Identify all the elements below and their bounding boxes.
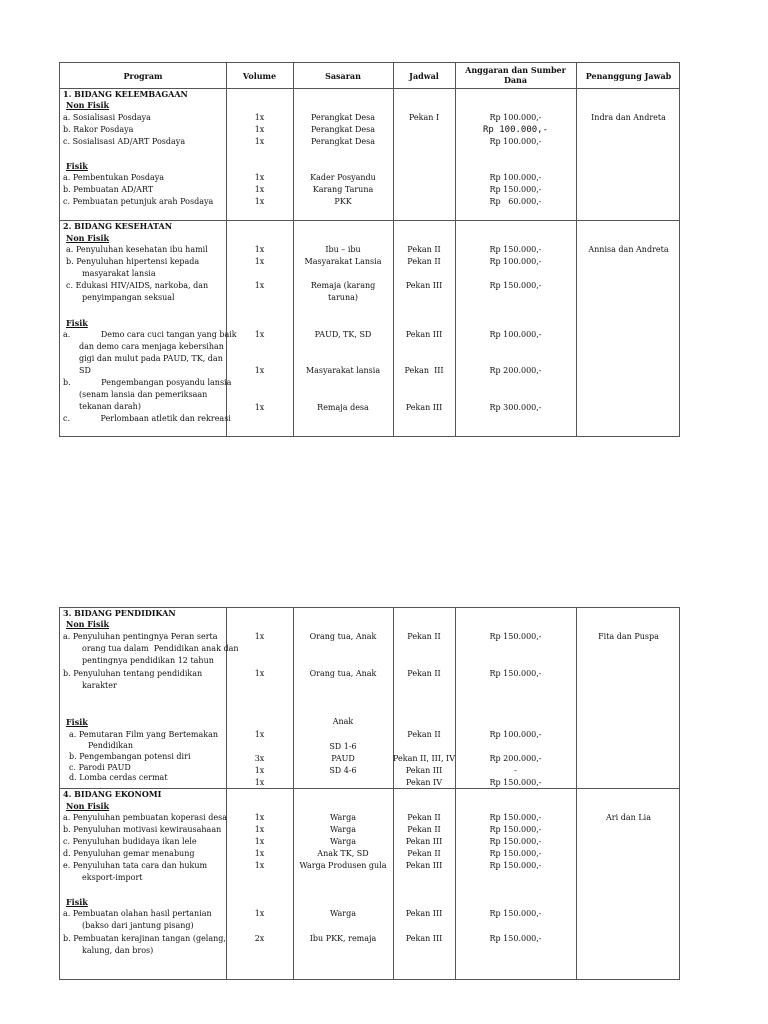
jadwal-value: Pekan III: [405, 403, 443, 412]
volume-value: 3x: [254, 754, 265, 763]
jadwal-value: Pekan II: [407, 825, 441, 834]
jadwal-value: Pekan III: [404, 366, 444, 375]
penanggung-jawab-value: Fita dan Puspa: [598, 632, 659, 641]
volume-value: 1x: [254, 849, 265, 858]
sasaran-value: Anak TK, SD: [317, 849, 369, 858]
program-item: a. Sosialisasi Posdaya: [63, 113, 151, 122]
anggaran-value: Rp 100.000,-: [489, 173, 542, 182]
subsection-fisik: Fisik: [66, 318, 88, 328]
volume-value: 1x: [254, 125, 265, 134]
jadwal-value: Pekan III: [405, 934, 443, 943]
volume-value: 1x: [254, 257, 265, 266]
program-item-cont: penyimpangan seksual: [82, 293, 175, 302]
sasaran-value: Masyarakat lansia: [305, 366, 381, 375]
sasaran-value: Warga: [329, 837, 356, 846]
program-item: c. Perlombaan atletik dan rekreasi: [63, 414, 231, 423]
program-item: b. Pembuatan AD/ART: [63, 185, 154, 194]
anggaran-value: Rp 150.000,-: [489, 909, 542, 918]
header-jadwal: Jadwal: [409, 71, 439, 81]
sasaran-value: PAUD: [331, 754, 355, 763]
anggaran-value: Rp 150.000,-: [489, 632, 542, 641]
sasaran-value: Warga Produsen gula: [299, 861, 387, 870]
sasaran-value: Kader Posyandu: [310, 173, 376, 182]
jadwal-value: Pekan II: [407, 730, 441, 739]
anggaran-value: -: [514, 766, 517, 775]
anggaran-value: Rp 150.000,-: [489, 281, 542, 290]
sasaran-value: Anak: [332, 717, 354, 726]
program-item: e. Penyuluhan tata cara dan hukum: [63, 861, 208, 870]
program-item: c. Pembuatan petunjuk arah Posdaya: [63, 197, 214, 206]
program-item: d. Lomba cerdas cermat: [69, 773, 168, 782]
header-anggaran-line2: Dana: [503, 75, 528, 85]
volume-value: 1x: [254, 632, 265, 641]
anggaran-value: Rp 150.000,-: [489, 934, 542, 943]
sasaran-value: Ibu – ibu: [325, 245, 361, 254]
program-item-cont: (bakso dari jantung pisang): [82, 921, 194, 930]
anggaran-value: Rp 200.000,-: [489, 366, 542, 375]
volume-value: 1x: [254, 669, 265, 678]
program-item: b. Penyuluhan tentang pendidikan: [63, 669, 203, 678]
jadwal-value: Pekan III: [405, 281, 443, 290]
volume-value: 1x: [254, 366, 265, 375]
anggaran-value: Rp 150.000,-: [489, 185, 542, 194]
anggaran-value: Rp 150.000,-: [489, 837, 542, 846]
volume-value: 1x: [254, 403, 265, 412]
sasaran-value: Remaja desa: [317, 403, 369, 412]
subsection-non-fisik: Non Fisik: [66, 801, 110, 811]
program-item: a. Penyuluhan pembuatan koperasi desa: [63, 813, 227, 822]
sasaran-value: PKK: [334, 197, 352, 206]
jadwal-value: Pekan II: [407, 245, 441, 254]
anggaran-value: Rp 150.000,-: [489, 825, 542, 834]
sasaran-value: Warga: [329, 825, 356, 834]
sasaran-value: PAUD, TK, SD: [314, 330, 372, 339]
sasaran-value: SD 4-6: [329, 766, 357, 775]
program-item: d. Penyuluhan gemar menabung: [63, 849, 195, 858]
volume-value: 1x: [254, 778, 265, 787]
subsection-fisik: Fisik: [66, 897, 88, 907]
header-penanggung-jawab: Penanggung Jawab: [585, 71, 672, 81]
sasaran-value: SD 1-6: [329, 742, 357, 751]
program-item: c. Parodi PAUD: [69, 763, 131, 772]
volume-value: 1x: [254, 813, 265, 822]
volume-value: 1x: [254, 245, 265, 254]
program-item: a. Pemutaran Film yang Bertemakan: [69, 730, 219, 739]
jadwal-value: Pekan II: [407, 669, 441, 678]
anggaran-value: Rp 300.000,-: [489, 403, 542, 412]
sasaran-value: Orang tua, Anak: [309, 632, 377, 641]
jadwal-value: Pekan II: [407, 849, 441, 858]
anggaran-value: Rp 150.000,-: [489, 813, 542, 822]
section-title-kesehatan: 2. BIDANG KESEHATAN: [63, 221, 173, 231]
penanggung-jawab-value: Indra dan Andreta: [591, 113, 666, 122]
program-item: a. Penyuluhan kesehatan ibu hamil: [66, 245, 208, 254]
program-table-1: [59, 62, 680, 437]
jadwal-value: Pekan II, III, IV: [393, 754, 455, 763]
jadwal-value: Pekan III: [405, 330, 443, 339]
program-item-cont: gigi dan mulut pada PAUD, TK, dan: [79, 354, 223, 363]
jadwal-value: Pekan I: [408, 113, 440, 122]
anggaran-value: Rp 100.000,-: [489, 113, 542, 122]
anggaran-value: Rp 150.000,-: [489, 849, 542, 858]
sasaran-value: Karang Taruna: [312, 185, 374, 194]
anggaran-value: Rp 150.000,-: [489, 669, 542, 678]
penanggung-jawab-value: Ari dan Lia: [606, 813, 651, 822]
sasaran-value: Perangkat Desa: [310, 125, 376, 134]
program-item: a. Pembentukan Posdaya: [63, 173, 165, 182]
sasaran-value: Perangkat Desa: [310, 113, 376, 122]
jadwal-value: Pekan III: [405, 837, 443, 846]
volume-value: 1x: [254, 909, 265, 918]
program-item: c. Penyuluhan budidaya ikan lele: [63, 837, 197, 846]
volume-value: 1x: [254, 173, 265, 182]
subsection-non-fisik: Non Fisik: [66, 619, 110, 629]
sasaran-value: Orang tua, Anak: [309, 669, 377, 678]
header-volume: Volume: [242, 71, 277, 81]
header-program: Program: [123, 71, 163, 81]
volume-value: 1x: [254, 766, 265, 775]
volume-value: 1x: [254, 861, 265, 870]
anggaran-value: Rp 100.000,-: [489, 330, 542, 339]
program-item: a. Demo cara cuci tangan yang baik: [63, 330, 237, 339]
program-item-cont: karakter: [82, 681, 117, 690]
program-item-cont: Pendidikan: [88, 741, 134, 750]
sasaran-value: Masyarakat Lansia: [304, 257, 382, 266]
volume-value: 1x: [254, 185, 265, 194]
program-item: c. Sosialisasi AD/ART Posdaya: [63, 137, 186, 146]
jadwal-value: Pekan II: [407, 632, 441, 641]
sasaran-value: Warga: [329, 909, 356, 918]
sasaran-value: Warga: [329, 813, 356, 822]
program-item: b. Pengembangan potensi diri: [69, 752, 191, 761]
jadwal-value: Pekan III: [405, 766, 443, 775]
program-item: b. Pembuatan kerajinan tangan (gelang,: [63, 934, 226, 943]
section-title-pendidikan: 3. BIDANG PENDIDIKAN: [63, 608, 176, 618]
jadwal-value: Pekan II: [407, 257, 441, 266]
program-item-cont: kalung, dan bros): [82, 946, 154, 955]
program-item-cont: tekanan darah): [79, 402, 141, 411]
jadwal-value: Pekan III: [405, 861, 443, 870]
anggaran-value: Rp 150.000,-: [489, 861, 542, 870]
program-item: a. Pembuatan olahan hasil pertanian: [63, 909, 212, 918]
penanggung-jawab-value: Annisa dan Andreta: [588, 245, 669, 254]
sasaran-value-cont: taruna): [327, 293, 358, 302]
volume-value: 1x: [254, 730, 265, 739]
program-item-cont: SD: [79, 366, 91, 375]
program-item-cont: (senam lansia dan pemeriksaan: [79, 390, 208, 399]
header-sasaran: Sasaran: [325, 71, 361, 81]
volume-value: 1x: [254, 825, 265, 834]
subsection-fisik: Fisik: [66, 161, 88, 171]
program-item: b. Rakor Posdaya: [63, 125, 134, 134]
program-item: c. Edukasi HIV/AIDS, narkoba, dan: [66, 281, 209, 290]
program-table-2: [59, 607, 680, 980]
sasaran-value: Ibu PKK, remaja: [309, 934, 377, 943]
program-item-cont: orang tua dalam Pendidikan anak dan: [82, 644, 239, 653]
program-item-cont: eksport-import: [82, 873, 143, 882]
section-title-kelembagaan: 1. BIDANG KELEMBAGAAN: [63, 89, 188, 99]
anggaran-value: Rp 150.000,-: [489, 245, 542, 254]
anggaran-value: Rp 100.000,-: [489, 730, 542, 739]
anggaran-value: Rp 60.000,-: [489, 197, 542, 206]
program-item: b. Penyuluhan motivasi kewirausahaan: [63, 825, 222, 834]
volume-value: 1x: [254, 113, 265, 122]
volume-value: 1x: [254, 137, 265, 146]
anggaran-value: Rp 200.000,-: [489, 754, 542, 763]
volume-value: 1x: [254, 330, 265, 339]
jadwal-value: Pekan IV: [405, 778, 442, 787]
anggaran-value: Rp 100.000,-: [482, 125, 549, 135]
anggaran-value: Rp 150.000,-: [489, 778, 542, 787]
subsection-non-fisik: Non Fisik: [66, 233, 110, 243]
program-item: a. Penyuluhan pentingnya Peran serta: [63, 632, 218, 641]
section-title-ekonomi: 4. BIDANG EKONOMI: [63, 789, 162, 799]
anggaran-value: Rp 100.000,-: [489, 257, 542, 266]
volume-value: 2x: [254, 934, 265, 943]
program-item-cont: dan demo cara menjaga kebersihan: [79, 342, 224, 351]
jadwal-value: Pekan III: [405, 909, 443, 918]
program-item-cont: pentingnya pendidikan 12 tahun: [82, 656, 214, 665]
subsection-fisik: Fisik: [66, 717, 88, 727]
volume-value: 1x: [254, 281, 265, 290]
sasaran-value: Remaja (karang: [310, 281, 376, 290]
jadwal-value: Pekan II: [407, 813, 441, 822]
program-item: b. Pengembangan posyandu lansia: [63, 378, 232, 387]
header-anggaran: Anggaran dan Sumber: [465, 65, 566, 75]
volume-value: 1x: [254, 837, 265, 846]
program-item-cont: masyarakat lansia: [82, 269, 156, 278]
subsection-non-fisik: Non Fisik: [66, 100, 110, 110]
sasaran-value: Perangkat Desa: [310, 137, 376, 146]
anggaran-value: Rp 100.000,-: [489, 137, 542, 146]
program-item: b. Penyuluhan hipertensi kepada: [66, 257, 200, 266]
volume-value: 1x: [254, 197, 265, 206]
